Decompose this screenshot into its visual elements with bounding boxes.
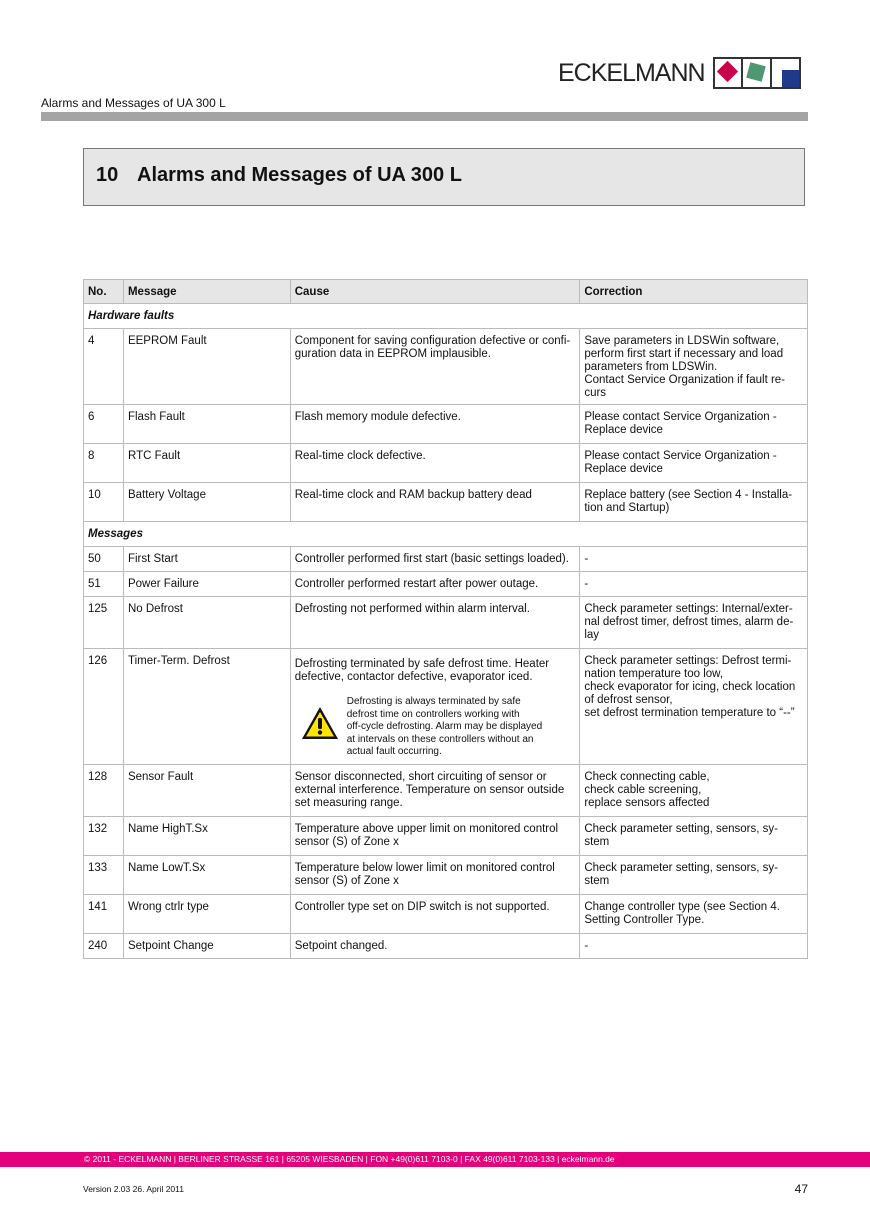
table-row <box>84 444 808 483</box>
cell-message: Timer-Term. Defrost <box>123 649 290 765</box>
cell-correction: - <box>580 572 808 597</box>
warning-text: Defrosting is always terminated by safe defrost time on controllers working with off-cycle defrosting. Alarm may be displayed at intervals on these controllers without an actual fault occurring. <box>346 696 543 757</box>
cell-message: No Defrost <box>123 597 290 649</box>
cell-no: 141 <box>84 895 124 934</box>
page-number: 47 <box>794 1182 808 1196</box>
table-row <box>84 329 808 405</box>
logo-text: ECKELMANN <box>558 58 705 87</box>
cell-cause: Sensor disconnected, short circuiting of sensor or external interference. Temperature on sensor outside set measuring range. <box>290 765 580 817</box>
cell-message: RTC Fault <box>123 444 290 483</box>
table-row <box>84 895 808 934</box>
cell-no: 240 <box>84 934 124 959</box>
cell-correction: Please contact Service Organization - Replace device <box>580 405 808 444</box>
table-row <box>84 405 808 444</box>
cell-no: 10 <box>84 483 124 522</box>
chapter-heading <box>83 148 805 206</box>
cell-no: 8 <box>84 444 124 483</box>
cell-no: 50 <box>84 547 124 572</box>
running-header: Alarms and Messages of UA 300 L <box>41 96 226 110</box>
column-header-correction: Correction <box>580 280 808 304</box>
chapter-title: Alarms and Messages of UA 300 L <box>137 164 462 186</box>
cell-message: Wrong ctrlr type <box>123 895 290 934</box>
table-row <box>84 817 808 856</box>
cell-message: Name HighT.Sx <box>123 817 290 856</box>
cell-no: 125 <box>84 597 124 649</box>
cell-cause: Setpoint changed. <box>290 934 580 959</box>
cell-correction: Save parameters in LDSWin software, perform first start if necessary and load parameters from LDSWin. Contact Service Organization if fault re- curs <box>580 329 808 405</box>
cell-message: Setpoint Change <box>123 934 290 959</box>
cell-no: 126 <box>84 649 124 765</box>
table-row <box>84 483 808 522</box>
cell-message: Power Failure <box>123 572 290 597</box>
cell-no: 132 <box>84 817 124 856</box>
cell-message: Flash Fault <box>123 405 290 444</box>
table-row <box>84 597 808 649</box>
cell-message: First Start <box>123 547 290 572</box>
chapter-number: 10 <box>96 164 119 186</box>
logo-squares-icon <box>713 57 801 89</box>
cell-message: Name LowT.Sx <box>123 856 290 895</box>
cell-cause <box>290 649 580 765</box>
section-title: Messages <box>84 522 808 547</box>
cell-correction: - <box>580 934 808 959</box>
table-row <box>84 547 808 572</box>
cell-cause: Real-time clock defective. <box>290 444 580 483</box>
warning-icon <box>301 706 339 740</box>
version-info: Version 2.03 26. April 2011 <box>83 1184 184 1194</box>
section-title: Hardware faults <box>84 304 808 329</box>
cell-cause: Component for saving configuration defective or confi- guration data in EEPROM implausible. <box>290 329 580 405</box>
cell-cause: Controller performed first start (basic settings loaded). <box>290 547 580 572</box>
warning-note <box>295 696 575 759</box>
cell-correction: Check parameter settings: Internal/exter- nal defrost timer, defrost times, alarm de- lay <box>580 597 808 649</box>
section-row <box>84 522 808 547</box>
cell-cause: Real-time clock and RAM backup battery dead <box>290 483 580 522</box>
cell-no: 128 <box>84 765 124 817</box>
cell-no: 133 <box>84 856 124 895</box>
cell-cause: Temperature above upper limit on monitored control sensor (S) of Zone x <box>290 817 580 856</box>
cell-cause: Temperature below lower limit on monitored control sensor (S) of Zone x <box>290 856 580 895</box>
table-row <box>84 934 808 959</box>
footer-bar <box>0 1152 870 1167</box>
cell-message: Battery Voltage <box>123 483 290 522</box>
header-divider <box>41 112 808 121</box>
eckelmann-logo <box>558 57 801 89</box>
cell-correction: Change controller type (see Section 4. Setting Controller Type. <box>580 895 808 934</box>
cell-correction: Check parameter setting, sensors, sy- stem <box>580 856 808 895</box>
cell-correction: Check connecting cable, check cable screening, replace sensors affected <box>580 765 808 817</box>
alarms-table <box>83 279 808 959</box>
cell-cause: Defrosting not performed within alarm interval. <box>290 597 580 649</box>
cell-correction: Replace battery (see Section 4 - Installa- tion and Startup) <box>580 483 808 522</box>
cause-text: Defrosting terminated by safe defrost time. Heater defective, contactor defective, evaporator iced. <box>294 658 550 683</box>
cell-message: Sensor Fault <box>123 765 290 817</box>
footer-address: © 2011 - ECKELMANN | BERLINER STRASSE 161 | 65205 WIESBADEN | FON +49(0)611 7103-0 | FAX 49(0)611 7103-133 | eckelmann.de <box>84 1154 615 1164</box>
column-header-message: Message <box>123 280 290 304</box>
section-row <box>84 304 808 329</box>
table-row <box>84 572 808 597</box>
cell-correction: Check parameter settings: Defrost termi- nation temperature too low, check evaporator for icing, check location of defrost sensor, set defrost termination temperature to “--” <box>580 649 808 765</box>
table-row <box>84 649 808 765</box>
column-header-cause: Cause <box>290 280 580 304</box>
cell-correction: Please contact Service Organization - Replace device <box>580 444 808 483</box>
table-header-row <box>84 280 808 304</box>
table-row <box>84 856 808 895</box>
cell-no: 4 <box>84 329 124 405</box>
cell-cause: Controller performed restart after power outage. <box>290 572 580 597</box>
cell-no: 51 <box>84 572 124 597</box>
cell-message: EEPROM Fault <box>123 329 290 405</box>
cell-no: 6 <box>84 405 124 444</box>
column-header-no: No. <box>84 280 124 304</box>
cell-correction: Check parameter setting, sensors, sy- stem <box>580 817 808 856</box>
cell-cause: Controller type set on DIP switch is not supported. <box>290 895 580 934</box>
cell-cause: Flash memory module defective. <box>290 405 580 444</box>
cell-correction: - <box>580 547 808 572</box>
table-row <box>84 765 808 817</box>
